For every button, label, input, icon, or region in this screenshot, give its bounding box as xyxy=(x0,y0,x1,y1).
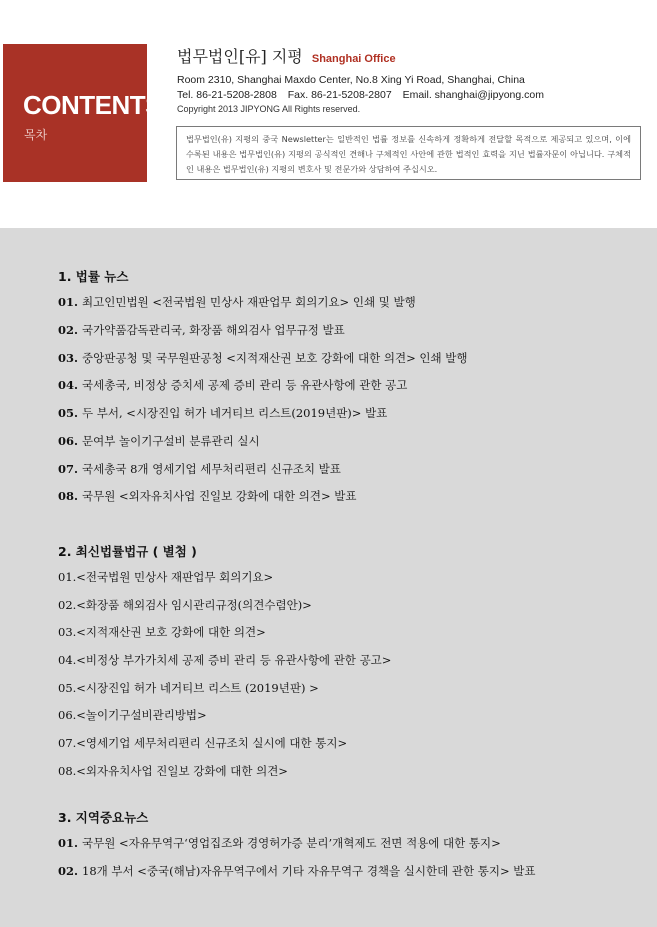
list-item[interactable] xyxy=(58,835,501,851)
item-text: <놀이기구설비관리방법> xyxy=(76,708,207,722)
list-item[interactable] xyxy=(58,763,288,779)
item-number: 03. xyxy=(58,351,79,365)
item-number: 01. xyxy=(58,570,77,584)
list-item[interactable] xyxy=(58,461,341,477)
item-number: 08. xyxy=(58,764,77,778)
contents-subtitle: 목차 xyxy=(24,128,48,142)
item-number: 08. xyxy=(58,489,79,503)
firm-heading xyxy=(177,44,396,67)
item-text: 두 부서, <시장진입 허가 네거티브 리스트(2019년판)> 발표 xyxy=(82,406,388,420)
list-item[interactable] xyxy=(58,488,357,504)
list-item[interactable] xyxy=(58,350,467,366)
item-text: <지적재산권 보호 강화에 대한 의견> xyxy=(76,625,266,639)
item-text: <전국법원 민상사 재판업무 회의기요> xyxy=(76,570,274,584)
item-text: 국무원 <자유무역구‘영업집조와 경영허가증 분리’개혁제도 전면 적용에 대한 통지> xyxy=(82,836,501,850)
list-item[interactable] xyxy=(58,680,319,696)
item-number: 06. xyxy=(58,434,79,448)
item-number: 01. xyxy=(58,295,79,309)
item-text: <시장진입 허가 네거티브 리스트 (2019년판) > xyxy=(76,681,319,695)
item-number: 04. xyxy=(58,378,79,392)
list-item[interactable] xyxy=(58,863,536,879)
address-line: Room 2310, Shanghai Maxdo Center, No.8 Xing Yi Road, Shanghai, China xyxy=(177,74,525,86)
copyright-text: Copyright 2013 JIPYONG All Rights reserved. xyxy=(177,104,361,114)
section-title-latest-laws: 2. 최신법률법규 ( 별첨 ) xyxy=(58,544,197,559)
item-number: 04. xyxy=(58,653,77,667)
list-item[interactable] xyxy=(58,652,391,668)
item-number: 07. xyxy=(58,736,77,750)
list-item[interactable] xyxy=(58,294,416,310)
list-item[interactable] xyxy=(58,433,260,449)
item-text: 최고인민법원 <전국법원 민상사 재판업무 회의기요> 인쇄 및 발행 xyxy=(82,295,416,309)
item-number: 07. xyxy=(58,462,79,476)
item-text: <화장품 해외검사 임시관리규정(의견수렴안)> xyxy=(76,598,312,612)
list-item[interactable] xyxy=(58,569,273,585)
item-text: 국가약품감독관리국, 화장품 해외검사 업무규정 발표 xyxy=(82,323,345,337)
list-item[interactable] xyxy=(58,322,345,338)
list-item[interactable] xyxy=(58,624,266,640)
item-text: <비정상 부가가치세 공제 증비 관리 등 유관사항에 관한 공고> xyxy=(76,653,392,667)
item-text: 18개 부서 <중국(해남)자유무역구에서 기타 자유무역구 경책을 실시한데 관한 통지> 발표 xyxy=(82,864,536,878)
item-text: 국세총국 8개 영세기업 세무처리편리 신규조치 발표 xyxy=(82,462,341,476)
office-name: Shanghai Office xyxy=(311,53,396,65)
contents-list xyxy=(0,228,657,927)
item-number: 03. xyxy=(58,625,77,639)
contents-badge xyxy=(3,44,162,182)
list-item[interactable] xyxy=(58,377,407,393)
contact-line xyxy=(177,89,544,101)
section-title-regional-news: 3. 지역중요뉴스 xyxy=(58,810,149,825)
list-item[interactable] xyxy=(58,735,347,751)
item-number: 02. xyxy=(58,323,79,337)
tel-text: Tel. 86-21-5208-2808 xyxy=(177,89,277,101)
item-number: 05. xyxy=(58,406,79,420)
contents-title: CONTENTS xyxy=(23,90,162,120)
section-title-legal-news: 1. 법률 뉴스 xyxy=(58,269,129,284)
list-item[interactable] xyxy=(58,707,207,723)
item-text: <외자유치사업 진일보 강화에 대한 의견> xyxy=(76,764,288,778)
item-number: 02. xyxy=(58,598,77,612)
email-text[interactable]: Email. shanghai@jipyong.com xyxy=(402,89,544,101)
item-text: 문여부 놀이기구설비 분류관리 실시 xyxy=(82,434,260,448)
item-text: 중앙판공청 및 국무원판공청 <지적재산권 보호 강화에 대한 의견> 인쇄 발행 xyxy=(82,351,468,365)
item-text: 국세총국, 비정상 증치세 공제 증비 관리 등 유관사항에 관한 공고 xyxy=(82,378,408,392)
firm-name: 법무법인[유] 지평 xyxy=(177,47,303,66)
list-item[interactable] xyxy=(58,597,312,613)
item-number: 05. xyxy=(58,681,77,695)
list-item[interactable] xyxy=(58,405,387,421)
item-text: <영세기업 세무처리편리 신규조치 실시에 대한 통지> xyxy=(76,736,348,750)
item-number: 06. xyxy=(58,708,77,722)
fax-text: Fax. 86-21-5208-2807 xyxy=(287,89,392,101)
item-number: 02. xyxy=(58,864,79,878)
item-number: 01. xyxy=(58,836,79,850)
page-header xyxy=(0,0,657,228)
disclaimer-notice: 법무법인(유) 지평의 중국 Newsletter는 일반적인 법률 정보를 신속하게 정확하게 전달할 목적으로 제공되고 있으며, 이에 수록된 내용은 법무법인(유) 지평의 공식적인 견해나 구체적인 사안에 관한 법적인 효력을 지닌 법률자문이 아닙니다. 구체적인 내용은 법무법인(유) 지평의 변호사 및 전문가와 상담하여 주십시오. xyxy=(176,126,641,180)
item-text: 국무원 <외자유치사업 진일보 강화에 대한 의견> 발표 xyxy=(82,489,357,503)
